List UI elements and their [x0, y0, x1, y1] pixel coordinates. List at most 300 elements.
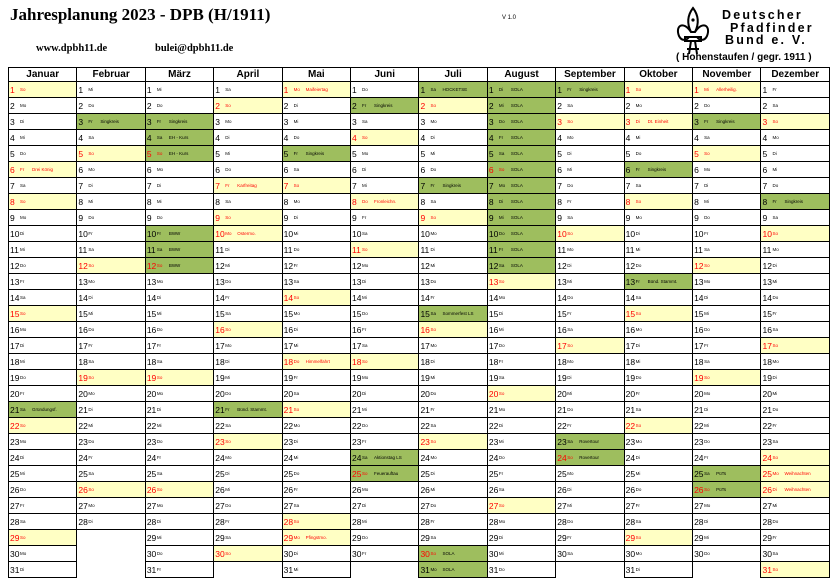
day-cell[interactable]	[282, 274, 350, 290]
day-cell[interactable]	[282, 482, 350, 498]
day-cell[interactable]	[556, 210, 624, 226]
day-cell[interactable]	[214, 530, 282, 546]
day-cell[interactable]	[214, 274, 282, 290]
day-cell[interactable]	[77, 306, 145, 322]
day-cell[interactable]	[351, 402, 419, 418]
day-cell[interactable]	[624, 290, 692, 306]
day-cell[interactable]	[9, 562, 77, 578]
day-cell[interactable]	[693, 194, 761, 210]
day-cell[interactable]	[351, 546, 419, 562]
day-cell[interactable]	[145, 130, 213, 146]
day-cell[interactable]	[351, 306, 419, 322]
day-cell[interactable]	[145, 530, 213, 546]
day-cell[interactable]	[9, 370, 77, 386]
day-cell[interactable]	[351, 482, 419, 498]
day-cell[interactable]	[693, 306, 761, 322]
day-cell[interactable]	[351, 322, 419, 338]
day-cell[interactable]	[419, 226, 487, 242]
day-cell[interactable]	[419, 370, 487, 386]
day-cell[interactable]	[145, 322, 213, 338]
day-cell[interactable]	[9, 274, 77, 290]
day-cell[interactable]	[624, 418, 692, 434]
day-cell[interactable]	[693, 402, 761, 418]
day-cell[interactable]	[487, 450, 555, 466]
day-cell[interactable]	[282, 562, 350, 578]
day-cell[interactable]	[693, 450, 761, 466]
day-cell[interactable]	[624, 466, 692, 482]
day-cell[interactable]	[693, 322, 761, 338]
day-cell[interactable]	[624, 450, 692, 466]
day-cell[interactable]	[761, 290, 830, 306]
day-cell[interactable]	[624, 130, 692, 146]
day-cell[interactable]	[761, 354, 830, 370]
day-cell[interactable]	[282, 82, 350, 98]
day-cell[interactable]	[282, 530, 350, 546]
day-cell[interactable]	[77, 242, 145, 258]
day-cell[interactable]	[761, 306, 830, 322]
website-link[interactable]: www.dpbh11.de	[36, 43, 108, 54]
day-cell[interactable]	[419, 530, 487, 546]
day-cell[interactable]	[282, 242, 350, 258]
day-cell[interactable]	[351, 434, 419, 450]
day-cell[interactable]	[145, 306, 213, 322]
day-cell[interactable]	[77, 434, 145, 450]
day-cell[interactable]	[77, 482, 145, 498]
day-cell[interactable]	[145, 114, 213, 130]
day-cell[interactable]	[556, 162, 624, 178]
day-cell[interactable]	[624, 514, 692, 530]
day-cell[interactable]	[693, 210, 761, 226]
day-cell[interactable]	[77, 114, 145, 130]
day-cell[interactable]	[214, 498, 282, 514]
day-cell[interactable]	[77, 402, 145, 418]
day-cell[interactable]	[282, 354, 350, 370]
day-cell[interactable]	[761, 258, 830, 274]
day-cell[interactable]	[145, 226, 213, 242]
day-cell[interactable]	[214, 402, 282, 418]
day-cell[interactable]	[693, 482, 761, 498]
day-cell[interactable]	[624, 82, 692, 98]
day-cell[interactable]	[487, 482, 555, 498]
day-cell[interactable]	[761, 338, 830, 354]
day-cell[interactable]	[77, 274, 145, 290]
day-cell[interactable]	[351, 162, 419, 178]
day-cell[interactable]	[419, 450, 487, 466]
day-cell[interactable]	[419, 434, 487, 450]
day-cell[interactable]	[214, 514, 282, 530]
day-cell[interactable]	[145, 434, 213, 450]
day-cell[interactable]	[351, 354, 419, 370]
day-cell[interactable]	[419, 562, 487, 578]
day-cell[interactable]	[693, 98, 761, 114]
day-cell[interactable]	[693, 274, 761, 290]
day-cell[interactable]	[145, 450, 213, 466]
day-cell[interactable]	[214, 178, 282, 194]
day-cell[interactable]	[351, 130, 419, 146]
day-cell[interactable]	[761, 146, 830, 162]
day-cell[interactable]	[77, 498, 145, 514]
day-cell[interactable]	[9, 386, 77, 402]
day-cell[interactable]	[761, 82, 830, 98]
day-cell[interactable]	[693, 130, 761, 146]
day-cell[interactable]	[419, 162, 487, 178]
day-cell[interactable]	[282, 450, 350, 466]
day-cell[interactable]	[761, 402, 830, 418]
day-cell[interactable]	[9, 306, 77, 322]
day-cell[interactable]	[77, 338, 145, 354]
day-cell[interactable]	[9, 162, 77, 178]
day-cell[interactable]	[77, 98, 145, 114]
day-cell[interactable]	[214, 226, 282, 242]
day-cell[interactable]	[145, 338, 213, 354]
day-cell[interactable]	[77, 258, 145, 274]
day-cell[interactable]	[214, 354, 282, 370]
day-cell[interactable]	[419, 114, 487, 130]
day-cell[interactable]	[214, 290, 282, 306]
day-cell[interactable]	[693, 386, 761, 402]
day-cell[interactable]	[351, 338, 419, 354]
day-cell[interactable]	[487, 146, 555, 162]
day-cell[interactable]	[761, 162, 830, 178]
day-cell[interactable]	[761, 274, 830, 290]
day-cell[interactable]	[214, 466, 282, 482]
day-cell[interactable]	[487, 242, 555, 258]
day-cell[interactable]	[282, 306, 350, 322]
day-cell[interactable]	[351, 274, 419, 290]
day-cell[interactable]	[761, 434, 830, 450]
day-cell[interactable]	[214, 434, 282, 450]
day-cell[interactable]	[487, 466, 555, 482]
day-cell[interactable]	[282, 466, 350, 482]
day-cell[interactable]	[214, 146, 282, 162]
day-cell[interactable]	[145, 194, 213, 210]
day-cell[interactable]	[282, 210, 350, 226]
day-cell[interactable]	[9, 258, 77, 274]
day-cell[interactable]	[624, 98, 692, 114]
day-cell[interactable]	[9, 178, 77, 194]
day-cell[interactable]	[77, 386, 145, 402]
day-cell[interactable]	[487, 370, 555, 386]
day-cell[interactable]	[693, 418, 761, 434]
day-cell[interactable]	[487, 354, 555, 370]
day-cell[interactable]	[693, 258, 761, 274]
day-cell[interactable]	[761, 546, 830, 562]
day-cell[interactable]	[77, 82, 145, 98]
day-cell[interactable]	[145, 98, 213, 114]
day-cell[interactable]	[761, 482, 830, 498]
day-cell[interactable]	[487, 162, 555, 178]
day-cell[interactable]	[556, 194, 624, 210]
day-cell[interactable]	[282, 178, 350, 194]
day-cell[interactable]	[351, 178, 419, 194]
day-cell[interactable]	[351, 370, 419, 386]
day-cell[interactable]	[693, 226, 761, 242]
day-cell[interactable]	[693, 242, 761, 258]
day-cell[interactable]	[77, 290, 145, 306]
day-cell[interactable]	[487, 274, 555, 290]
day-cell[interactable]	[693, 354, 761, 370]
day-cell[interactable]	[9, 434, 77, 450]
day-cell[interactable]	[419, 418, 487, 434]
day-cell[interactable]	[351, 242, 419, 258]
day-cell[interactable]	[145, 498, 213, 514]
day-cell[interactable]	[77, 130, 145, 146]
day-cell[interactable]	[351, 258, 419, 274]
day-cell[interactable]	[214, 210, 282, 226]
day-cell[interactable]	[419, 242, 487, 258]
day-cell[interactable]	[761, 194, 830, 210]
day-cell[interactable]	[145, 386, 213, 402]
day-cell[interactable]	[693, 146, 761, 162]
day-cell[interactable]	[214, 370, 282, 386]
day-cell[interactable]	[419, 194, 487, 210]
day-cell[interactable]	[214, 322, 282, 338]
day-cell[interactable]	[77, 418, 145, 434]
day-cell[interactable]	[9, 338, 77, 354]
day-cell[interactable]	[145, 418, 213, 434]
day-cell[interactable]	[214, 386, 282, 402]
day-cell[interactable]	[282, 226, 350, 242]
day-cell[interactable]	[77, 162, 145, 178]
day-cell[interactable]	[145, 178, 213, 194]
day-cell[interactable]	[214, 114, 282, 130]
day-cell[interactable]	[761, 498, 830, 514]
day-cell[interactable]	[9, 530, 77, 546]
day-cell[interactable]	[487, 530, 555, 546]
day-cell[interactable]	[419, 258, 487, 274]
day-cell[interactable]	[9, 466, 77, 482]
day-cell[interactable]	[9, 146, 77, 162]
day-cell[interactable]	[419, 354, 487, 370]
day-cell[interactable]	[556, 370, 624, 386]
day-cell[interactable]	[761, 386, 830, 402]
day-cell[interactable]	[624, 210, 692, 226]
day-cell[interactable]	[9, 498, 77, 514]
day-cell[interactable]	[556, 226, 624, 242]
day-cell[interactable]	[419, 210, 487, 226]
day-cell[interactable]	[145, 146, 213, 162]
day-cell[interactable]	[214, 546, 282, 562]
day-cell[interactable]	[282, 258, 350, 274]
day-cell[interactable]	[351, 290, 419, 306]
day-cell[interactable]	[693, 370, 761, 386]
day-cell[interactable]	[351, 514, 419, 530]
day-cell[interactable]	[145, 562, 213, 578]
day-cell[interactable]	[351, 450, 419, 466]
day-cell[interactable]	[351, 114, 419, 130]
day-cell[interactable]	[214, 258, 282, 274]
day-cell[interactable]	[351, 194, 419, 210]
day-cell[interactable]	[9, 514, 77, 530]
day-cell[interactable]	[77, 354, 145, 370]
day-cell[interactable]	[419, 322, 487, 338]
day-cell[interactable]	[693, 178, 761, 194]
day-cell[interactable]	[487, 498, 555, 514]
day-cell[interactable]	[145, 290, 213, 306]
day-cell[interactable]	[487, 306, 555, 322]
day-cell[interactable]	[214, 482, 282, 498]
day-cell[interactable]	[624, 194, 692, 210]
day-cell[interactable]	[419, 82, 487, 98]
day-cell[interactable]	[556, 306, 624, 322]
day-cell[interactable]	[624, 162, 692, 178]
day-cell[interactable]	[624, 274, 692, 290]
day-cell[interactable]	[693, 546, 761, 562]
day-cell[interactable]	[77, 514, 145, 530]
day-cell[interactable]	[351, 98, 419, 114]
day-cell[interactable]	[214, 194, 282, 210]
day-cell[interactable]	[77, 322, 145, 338]
day-cell[interactable]	[214, 130, 282, 146]
day-cell[interactable]	[487, 338, 555, 354]
day-cell[interactable]	[556, 482, 624, 498]
day-cell[interactable]	[145, 162, 213, 178]
day-cell[interactable]	[556, 450, 624, 466]
day-cell[interactable]	[214, 450, 282, 466]
day-cell[interactable]	[419, 338, 487, 354]
day-cell[interactable]	[556, 242, 624, 258]
day-cell[interactable]	[487, 178, 555, 194]
day-cell[interactable]	[624, 482, 692, 498]
email-link[interactable]: bulei@dpbh11.de	[155, 43, 234, 54]
day-cell[interactable]	[487, 98, 555, 114]
day-cell[interactable]	[487, 562, 555, 578]
day-cell[interactable]	[761, 514, 830, 530]
day-cell[interactable]	[761, 466, 830, 482]
day-cell[interactable]	[77, 466, 145, 482]
day-cell[interactable]	[351, 210, 419, 226]
day-cell[interactable]	[419, 130, 487, 146]
day-cell[interactable]	[624, 338, 692, 354]
day-cell[interactable]	[282, 194, 350, 210]
day-cell[interactable]	[351, 530, 419, 546]
day-cell[interactable]	[419, 402, 487, 418]
day-cell[interactable]	[282, 418, 350, 434]
day-cell[interactable]	[761, 322, 830, 338]
day-cell[interactable]	[9, 290, 77, 306]
day-cell[interactable]	[624, 258, 692, 274]
day-cell[interactable]	[761, 530, 830, 546]
day-cell[interactable]	[487, 514, 555, 530]
day-cell[interactable]	[282, 290, 350, 306]
day-cell[interactable]	[693, 466, 761, 482]
day-cell[interactable]	[487, 322, 555, 338]
day-cell[interactable]	[761, 418, 830, 434]
day-cell[interactable]	[145, 242, 213, 258]
day-cell[interactable]	[556, 354, 624, 370]
day-cell[interactable]	[214, 306, 282, 322]
day-cell[interactable]	[351, 418, 419, 434]
day-cell[interactable]	[761, 210, 830, 226]
day-cell[interactable]	[145, 370, 213, 386]
day-cell[interactable]	[624, 114, 692, 130]
day-cell[interactable]	[351, 146, 419, 162]
day-cell[interactable]	[487, 258, 555, 274]
day-cell[interactable]	[351, 82, 419, 98]
day-cell[interactable]	[9, 402, 77, 418]
day-cell[interactable]	[282, 98, 350, 114]
day-cell[interactable]	[693, 114, 761, 130]
day-cell[interactable]	[624, 498, 692, 514]
day-cell[interactable]	[556, 546, 624, 562]
day-cell[interactable]	[761, 562, 830, 578]
day-cell[interactable]	[624, 386, 692, 402]
day-cell[interactable]	[624, 146, 692, 162]
day-cell[interactable]	[214, 418, 282, 434]
day-cell[interactable]	[761, 114, 830, 130]
day-cell[interactable]	[282, 434, 350, 450]
day-cell[interactable]	[351, 386, 419, 402]
day-cell[interactable]	[487, 290, 555, 306]
day-cell[interactable]	[282, 322, 350, 338]
day-cell[interactable]	[9, 82, 77, 98]
day-cell[interactable]	[419, 498, 487, 514]
day-cell[interactable]	[282, 402, 350, 418]
day-cell[interactable]	[9, 226, 77, 242]
day-cell[interactable]	[693, 82, 761, 98]
day-cell[interactable]	[9, 242, 77, 258]
day-cell[interactable]	[419, 290, 487, 306]
day-cell[interactable]	[693, 434, 761, 450]
day-cell[interactable]	[419, 146, 487, 162]
day-cell[interactable]	[556, 274, 624, 290]
day-cell[interactable]	[556, 530, 624, 546]
day-cell[interactable]	[487, 418, 555, 434]
day-cell[interactable]	[556, 514, 624, 530]
day-cell[interactable]	[624, 434, 692, 450]
day-cell[interactable]	[556, 402, 624, 418]
day-cell[interactable]	[9, 546, 77, 562]
day-cell[interactable]	[77, 178, 145, 194]
day-cell[interactable]	[693, 162, 761, 178]
day-cell[interactable]	[145, 402, 213, 418]
day-cell[interactable]	[351, 498, 419, 514]
day-cell[interactable]	[624, 242, 692, 258]
day-cell[interactable]	[9, 194, 77, 210]
day-cell[interactable]	[282, 498, 350, 514]
day-cell[interactable]	[419, 98, 487, 114]
day-cell[interactable]	[145, 354, 213, 370]
day-cell[interactable]	[761, 370, 830, 386]
day-cell[interactable]	[761, 178, 830, 194]
day-cell[interactable]	[419, 466, 487, 482]
day-cell[interactable]	[556, 178, 624, 194]
day-cell[interactable]	[487, 434, 555, 450]
day-cell[interactable]	[624, 370, 692, 386]
day-cell[interactable]	[145, 514, 213, 530]
day-cell[interactable]	[624, 178, 692, 194]
day-cell[interactable]	[9, 130, 77, 146]
day-cell[interactable]	[556, 114, 624, 130]
day-cell[interactable]	[487, 82, 555, 98]
day-cell[interactable]	[761, 98, 830, 114]
day-cell[interactable]	[351, 466, 419, 482]
day-cell[interactable]	[145, 546, 213, 562]
day-cell[interactable]	[145, 210, 213, 226]
day-cell[interactable]	[487, 226, 555, 242]
day-cell[interactable]	[624, 546, 692, 562]
day-cell[interactable]	[214, 82, 282, 98]
day-cell[interactable]	[556, 338, 624, 354]
day-cell[interactable]	[487, 386, 555, 402]
day-cell[interactable]	[624, 306, 692, 322]
day-cell[interactable]	[145, 82, 213, 98]
day-cell[interactable]	[282, 514, 350, 530]
day-cell[interactable]	[145, 466, 213, 482]
day-cell[interactable]	[9, 210, 77, 226]
day-cell[interactable]	[556, 82, 624, 98]
day-cell[interactable]	[693, 290, 761, 306]
